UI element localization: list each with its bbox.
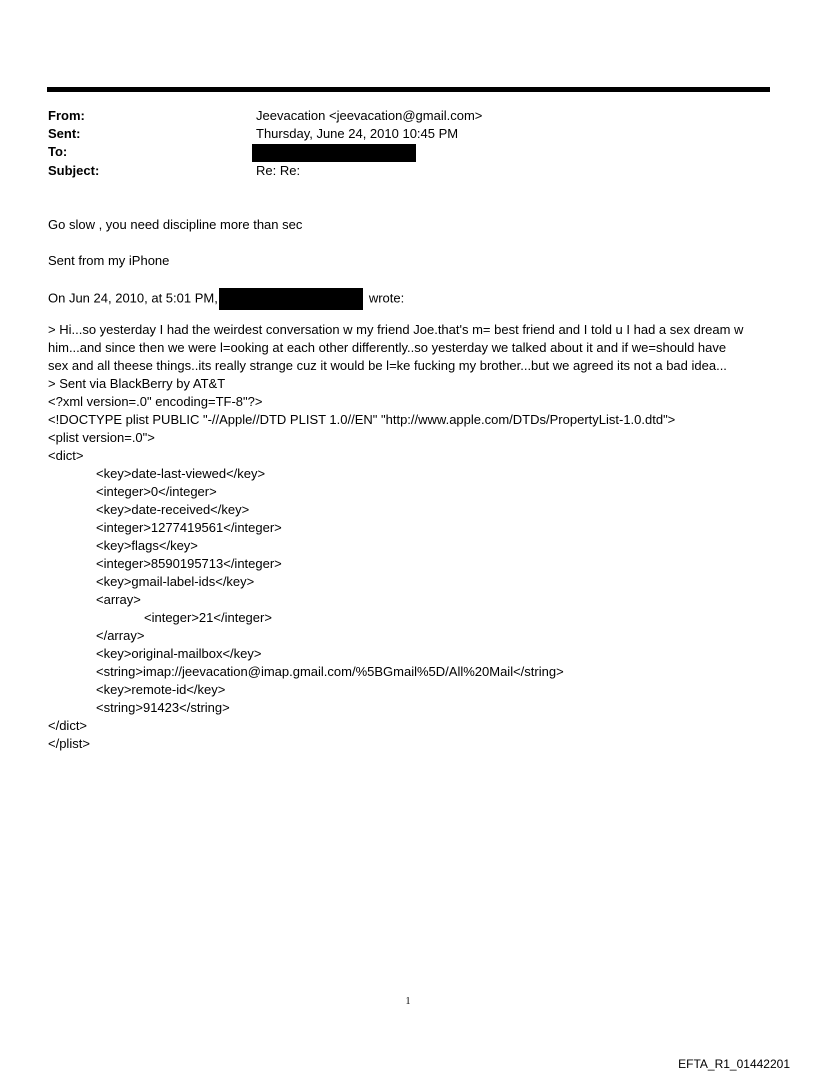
body-line: </plist> — [48, 736, 90, 751]
body-line: <key>remote-id</key> — [96, 682, 226, 697]
body-line: <key>gmail-label-ids</key> — [96, 574, 255, 589]
reply-text: Go slow , you need discipline more than sec — [48, 217, 303, 232]
signature-text: Sent from my iPhone — [48, 253, 170, 268]
body-line: <string>91423</string> — [96, 700, 230, 715]
body-line: <dict> — [48, 448, 84, 463]
quote-intro-after: wrote: — [368, 290, 405, 306]
body-line: <integer>0</integer> — [96, 484, 217, 499]
body-line: <key>original-mailbox</key> — [96, 646, 262, 661]
body-line: <integer>1277419561</integer> — [96, 520, 282, 535]
body-line: </array> — [96, 628, 145, 643]
from-label: From: — [48, 108, 85, 123]
body-line: <integer>8590195713</integer> — [96, 556, 282, 571]
quote-intro — [48, 288, 404, 310]
sent-value: Thursday, June 24, 2010 10:45 PM — [256, 126, 459, 141]
body-line: <plist version=.0"> — [48, 430, 155, 445]
body-line: <key>flags</key> — [96, 538, 198, 553]
body-line: <!DOCTYPE plist PUBLIC "-//Apple//DTD PLIST 1.0//EN" "http://www.apple.com/DTDs/PropertyList-1.0.dtd"> — [48, 412, 676, 427]
page-number: 1 — [405, 996, 411, 1007]
body-line: <string>imap://jeevacation@imap.gmail.com/%5BGmail%5D/All%20Mail</string> — [96, 664, 564, 679]
body-line: </dict> — [48, 718, 88, 733]
redaction-box-recipient — [252, 144, 416, 162]
sent-label: Sent: — [48, 126, 81, 141]
to-label: To: — [48, 144, 68, 159]
header-rule — [47, 87, 770, 92]
body-line: <array> — [96, 592, 141, 607]
body-line: <key>date-received</key> — [96, 502, 250, 517]
body-line: > Sent via BlackBerry by AT&T — [48, 376, 226, 391]
quoted-body — [48, 321, 743, 753]
body-line: > Hi...so yesterday I had the weirdest conversation w my friend Joe.that's m= best friend and I told u I had a sex dream w — [48, 322, 744, 337]
body-line: <key>date-last-viewed</key> — [96, 466, 266, 481]
body-line: sex and all theese things..its really strange cuz it would be l=ke fucking my brother...but we agreed its not a bad idea... — [48, 358, 727, 373]
redaction-box-sender — [219, 288, 363, 310]
body-line: him...and since then we were l=ooking at each other differently..so yesterday we talked about it and if we=should have — [48, 340, 727, 355]
to-value — [256, 143, 416, 162]
body-line: <integer>21</integer> — [144, 610, 272, 625]
subject-value: Re: Re: — [256, 163, 301, 178]
body-line: <?xml version=.0" encoding=TF-8"?> — [48, 394, 263, 409]
from-value: Jeevacation <jeevacation@gmail.com> — [256, 108, 483, 123]
subject-label: Subject: — [48, 163, 100, 178]
quote-intro-before: On Jun 24, 2010, at 5:01 PM, — [48, 290, 218, 306]
document-id: EFTA_R1_01442201 — [678, 1057, 790, 1071]
